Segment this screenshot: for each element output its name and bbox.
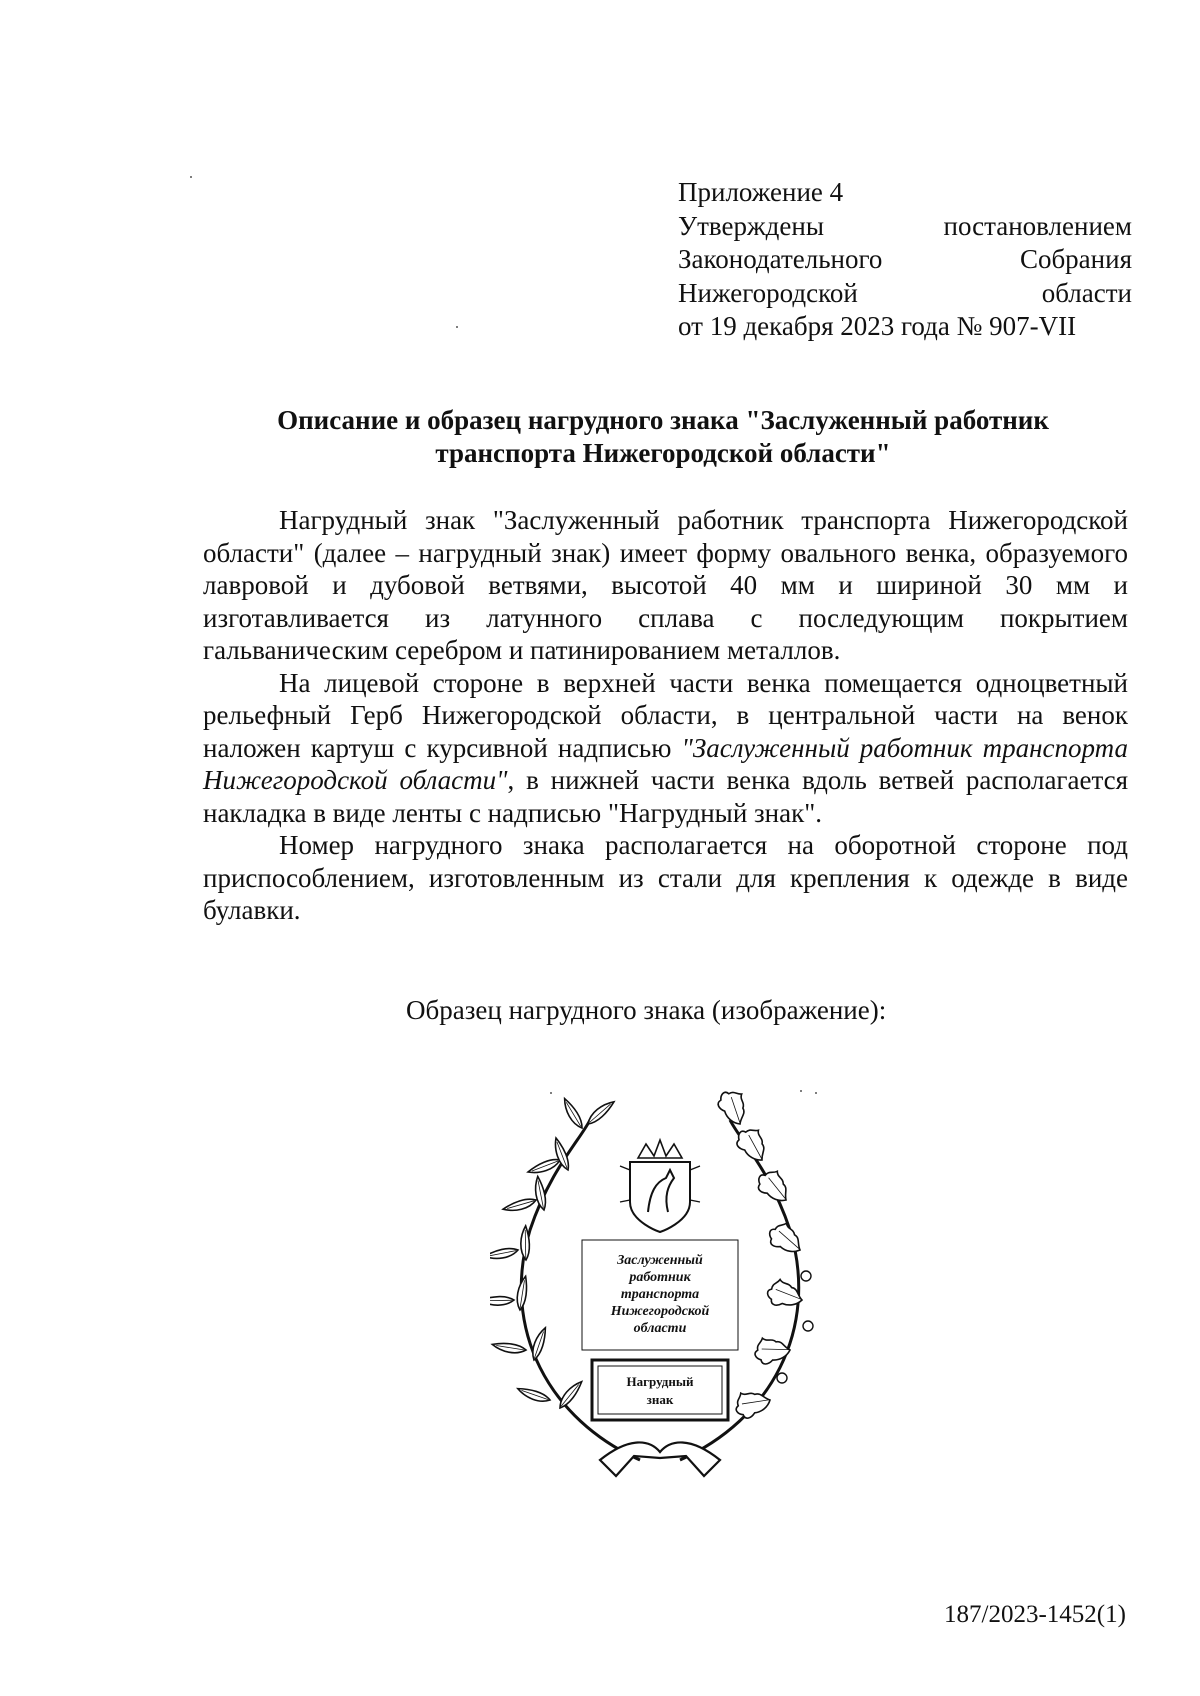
- approval-appendix: Приложение 4: [678, 177, 844, 207]
- scan-speck: [456, 326, 458, 328]
- scan-speck: [550, 1092, 552, 1094]
- approval-assembly: Собрания: [1019, 244, 1132, 274]
- cartouche-line-4: Нижегородской: [610, 1304, 710, 1319]
- scan-speck: [815, 1092, 817, 1094]
- approval-region: области: [1041, 277, 1132, 308]
- approval-line-4: [678, 277, 1132, 311]
- document-title: [170, 404, 1156, 470]
- coat-of-arms: [620, 1140, 700, 1232]
- sample-caption: Образец нагрудного знака (изображение):: [406, 995, 887, 1025]
- document-title-line-1: Описание и образец нагрудного знака "Заслуженный работник: [277, 405, 1049, 435]
- approval-date-number: от 19 декабря 2023 года № 907-VII: [678, 311, 1077, 341]
- ribbon-plate: [592, 1360, 728, 1420]
- approval-resolution: постановлением: [943, 210, 1132, 241]
- scan-speck: [190, 176, 192, 178]
- paragraph-front-end: , в нижней части венка вдоль ветвей располагается накладка в виде ленты с надписью "Нагрудный знак".: [203, 765, 1129, 828]
- cartouche-line-3: транспорта: [620, 1287, 700, 1302]
- paragraph-front-start: На лицевой стороне в верхней части венка помещается одноцветный рельефный Герб Нижегородской области, в центральной части на венок наложен картуш с курсивной надписью: [203, 667, 1128, 763]
- approval-line-2: [678, 210, 1132, 244]
- document-title-line-2: транспорта Нижегородской области": [435, 438, 891, 468]
- ribbon-bow: [600, 1442, 720, 1476]
- paragraph-badge-front: [203, 667, 1128, 830]
- badge-image: [490, 1080, 830, 1490]
- cartouche-line-1: Заслуженный: [617, 1253, 703, 1268]
- approval-nizhny: Нижегородской: [678, 277, 858, 308]
- document-body: [203, 504, 1128, 927]
- approval-legislative: Законодательного: [678, 244, 883, 274]
- scan-speck: [800, 1090, 802, 1092]
- ribbon-line-1: Нагрудный: [626, 1374, 694, 1389]
- paragraph-badge-form: Нагрудный знак "Заслуженный работник транспорта Нижегородской области" (далее – нагрудный знак) имеет форму овального венка, образуемого лавровой и дубовой ветвями, высотой 40 мм и шириной 30 мм и изготавливается из латунного сплава с последующим покрытием гальваническим серебром и патинированием металлов.: [203, 505, 1128, 665]
- approval-approved: Утверждены: [678, 210, 824, 241]
- ribbon-line-2: знак: [646, 1392, 674, 1407]
- cartouche-line-2: работник: [629, 1270, 691, 1285]
- approval-line-3: [678, 243, 1132, 277]
- paragraph-front-italic: "Заслуженный работник транспорта Нижегородской области": [203, 732, 1128, 795]
- cartouche-line-5: области: [633, 1321, 687, 1336]
- document-number: 187/2023-1452(1): [944, 1601, 1126, 1628]
- paragraph-badge-number: Номер нагрудного знака располагается на оборотной стороне под приспособлением, изготовленным из стали для крепления к одежде в виде булавки.: [203, 830, 1128, 925]
- approval-block: [678, 176, 1132, 344]
